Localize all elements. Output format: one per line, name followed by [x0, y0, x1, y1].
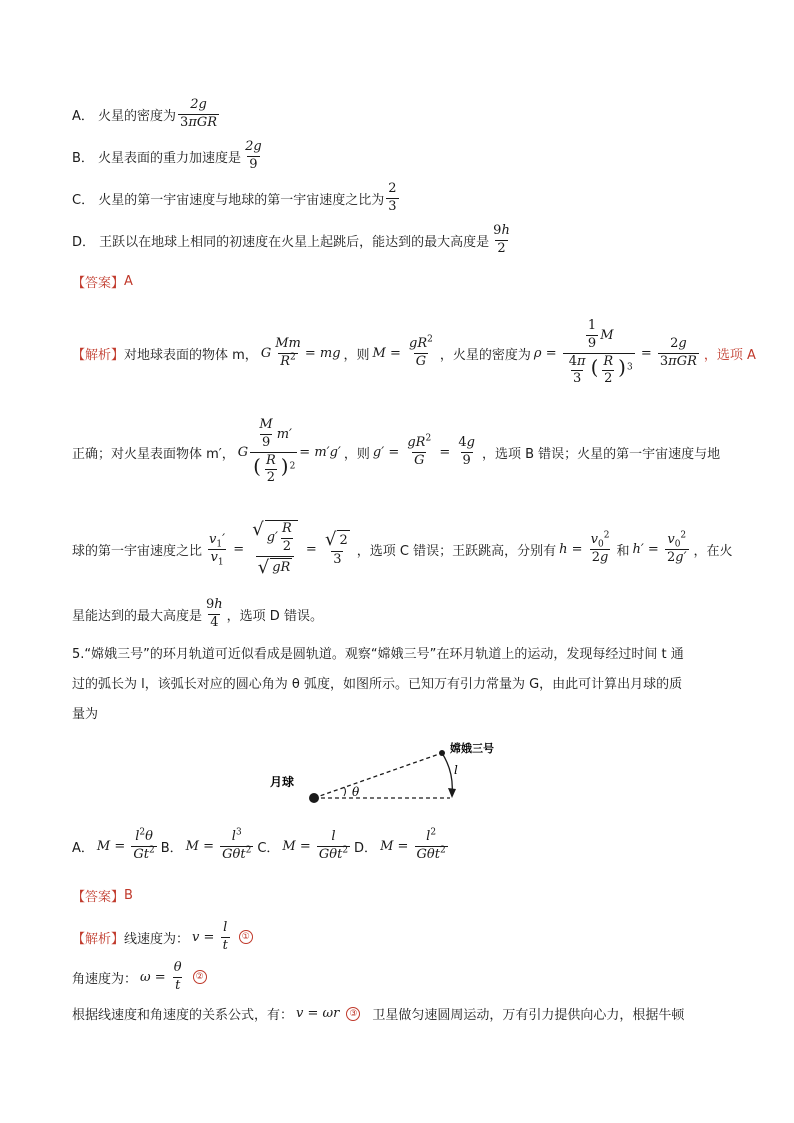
moon-label: 月球 [270, 775, 295, 789]
option-4a: A． 火星的密度为 $\frac{2g}{\text{3πGR}}$ [72, 97, 218, 130]
option-5b-formula: M = $\frac{l^3}{G\theta t^2}$ [185, 827, 252, 862]
formula-ratio: $\frac{2}{3}$ [388, 181, 397, 214]
question-5: 5.“嫦娥三号”的环月轨道可近似看成是圆轨道。观察“嫦娥三号”在环月轨道上的运动，发现每经过时间 t 通 过的弧长为 l，该弧长对应的圆心角为 θ 弧度，如图所示。已知万有引力常量为 G，由此可计算出月球的质 量为 [72, 647, 684, 722]
answer-4: 【答案】 A [72, 274, 133, 291]
analysis-5-line3: 根据线速度和角速度的关系公式，有： v = ωr ③ 卫星做匀速圆周运动，万有引力提供向心力，根据牛顿 [72, 1006, 685, 1023]
angle-arc [344, 787, 346, 796]
craft-label: 嫦娥三号 [450, 742, 494, 755]
formula-gravity: $\frac{2g}{9}$ [245, 139, 262, 172]
option-5d-formula: M = $\frac{l^2}{G\theta t^2}$ [380, 827, 446, 862]
formula-max-height: $\frac{9h}{4}$ [206, 597, 223, 630]
formula-v-omega-r: v = ωr [296, 1006, 340, 1021]
analysis-4-line3: 球的第一宇宙速度之比 $\frac{v_1'}{v_1}$ = √ g′ $\frac{R}{2}$ √ gR = √ 2 3 ，选项 C 错误；王跃跳高，分别有 h = $\frac{v_0^2}{2g}$ 和 h′ = $\frac{v_0^2}{2g'}$ ，在火 [72, 518, 733, 578]
option-5a-formula: M = $\frac{l^2\theta}{Gt^2}$ [96, 827, 155, 862]
formula-h: h = $\frac{v_0^2}{2g}$ [559, 530, 610, 565]
arrow-head-icon [448, 788, 456, 798]
formula-mass: M = $\frac{gR^2}{G}$ [372, 334, 433, 369]
arc-label: l [454, 763, 458, 777]
option-5c-formula: M = $\frac{l}{G\theta t^2}$ [282, 828, 349, 862]
arc-path [442, 753, 452, 794]
analysis-4-line1: 【解析】 对地球表面的物体 m， G $\frac{Mm}{R^2}$ = mg ，则 M = $\frac{gR^2}{G}$ ，火星的密度为 ρ = $\frac{1}{9}$ M $\frac{4\pi}{3}$ ( $\frac{R}{2}$ )$^3$ = $\frac{2g}{\text{3πGR}}$ ，选项 A [72, 317, 756, 387]
moon-dot [309, 793, 319, 803]
formula-gmm: G $\frac{Mm}{R^2}$ = mg [260, 335, 341, 369]
formula-velocity-ratio: $\frac{v_1'}{v_1}$ = √ g′ $\frac{R}{2}$ √ gR = √ 2 3 [209, 518, 348, 578]
formula-v: v = $\frac{l}{t}$ [192, 919, 228, 953]
formula-height: $\frac{9h}{2}$ [493, 223, 510, 256]
formula-omega: ω = $\frac{\theta}{t}$ [140, 959, 182, 993]
formula-mars-surface: G $\frac{M}{9}$ m′ ( $\frac{R}{2}$ )$^2$ = m′g′ [237, 416, 341, 486]
craft-dot [439, 750, 445, 756]
options-5: A． M = $\frac{l^2\theta}{Gt^2}$ B． M = $\frac{l^3}{G\theta t^2}$ C． M = $\frac{l}{G\theta t^2}$ D． M = $\frac{l^2}{G\theta t^2}$ [72, 826, 452, 866]
formula-h-prime: h′ = $\frac{v_0^2}{2g'}$ [632, 530, 687, 565]
theta-label: θ [352, 785, 360, 799]
analysis-5-line2: 角速度为： ω = $\frac{\theta}{t}$ ② [72, 960, 207, 994]
answer-5: 【答案】 B [72, 888, 133, 905]
radius-line-slanted [314, 753, 442, 798]
option-4d: D． 王跃以在地球上相同的初速度在火星上起跳后，能达到的最大高度是 $\frac{9h}{2}$ [72, 223, 510, 256]
orbit-diagram [270, 738, 550, 818]
analysis-5-line1: 【解析】 线速度为： v = $\frac{l}{t}$ ① [72, 920, 253, 954]
option-4c: C． 火星的第一宇宙速度与地球的第一宇宙速度之比为 $\frac{2}{3}$ [72, 181, 397, 214]
formula-g-prime: g′ = $\frac{gR^2}{G}$ = $\frac{4g}{9}$ [372, 433, 475, 468]
formula-rho: ρ = $\frac{1}{9}$ M $\frac{4\pi}{3}$ ( $\frac{R}{2}$ )$^3$ = $\frac{2g}{\text{3πGR}}$ [533, 317, 697, 387]
analysis-4-line2: 正确；对火星表面物体 m′， G $\frac{M}{9}$ m′ ( $\frac{R}{2}$ )$^2$ = m′g′ ，则 g′ = $\frac{gR^2}{G}$ = $\frac{4g}{9}$ ，选项 B 错误；火星的第一宇宙速度与地 [72, 416, 721, 486]
option-4b: B． 火星表面的重力加速度是 $\frac{2g}{9}$ [72, 139, 262, 172]
formula-density: $\frac{2g}{\text{3πGR}}$ [180, 97, 218, 130]
analysis-4-line4: 星能达到的最大高度是 $\frac{9h}{4}$ ，选项 D 错误。 [72, 597, 323, 630]
